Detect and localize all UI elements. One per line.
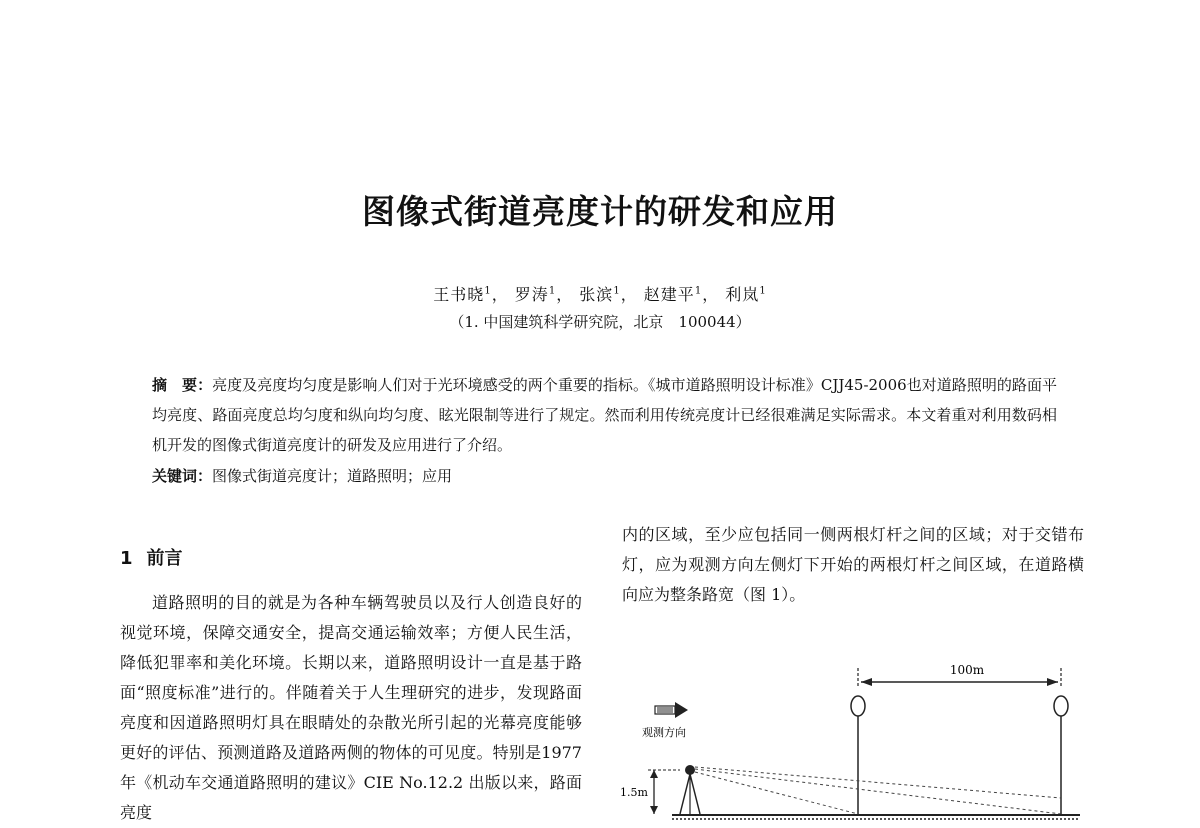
author-name: 张滨 xyxy=(579,285,614,304)
author-affil-mark: 1 xyxy=(759,285,767,297)
abstract-text: 亮度及亮度均匀度是影响人们对于光环境感受的两个重要的指标。《城市道路照明设计标准》CJJ45-2006也对道路照明的路面平均亮度、路面亮度总均匀度和纵向均匀度、眩光限制等进行了规定。然而利用传统亮度计已经很难满足实际需求。本文着重对利用数码相机开发的图像式街道亮度计的研发及应用进行了介绍。 xyxy=(152,376,1057,454)
author-name: 赵建平 xyxy=(643,285,695,304)
abstract xyxy=(152,370,1057,460)
section-heading xyxy=(120,544,183,570)
paper-title: 图像式街道亮度计的研发和应用 xyxy=(362,192,838,231)
section-title: 前言 xyxy=(146,548,183,569)
keywords-label: 关键词： xyxy=(152,467,213,485)
affiliation: （1. 中国建筑科学研究院，北京 100044） xyxy=(449,313,751,331)
distance-label: 100m xyxy=(949,663,985,677)
section-number: 1 xyxy=(120,548,133,569)
figure-1 xyxy=(610,650,1090,827)
author-name: 王书晓 xyxy=(433,285,485,304)
road-surface xyxy=(672,815,1080,819)
lamp-pole-far xyxy=(1054,696,1068,814)
direction-label: 观测方向 xyxy=(642,726,686,739)
author-separator: ， xyxy=(620,285,638,304)
right-column xyxy=(622,520,1084,610)
author-affil-mark: 1 xyxy=(613,285,621,297)
keywords-text: 图像式街道亮度计；道路照明；应用 xyxy=(212,467,453,485)
distance-dimension xyxy=(858,663,1061,688)
figure-diagram xyxy=(610,650,1090,827)
author-affil-mark: 1 xyxy=(694,285,703,297)
author-name: 罗涛 xyxy=(514,285,549,304)
body-paragraph: 内的区域，至少应包括同一侧两根灯杆之间的区域；对于交错布灯，应为观测方向左侧灯下开始的两根灯杆之间区域，在道路横向应为整条路宽（图 1）。 xyxy=(622,525,1084,604)
lamp-pole-near xyxy=(851,696,865,814)
left-column xyxy=(120,588,582,828)
keywords xyxy=(152,465,1057,486)
height-label: 1.5m xyxy=(620,786,648,799)
author-separator: ， xyxy=(556,285,574,304)
body-paragraph: 道路照明的目的就是为各种车辆驾驶员以及行人创造良好的视觉环境，保障交通安全，提高交通运输效率；方便人民生活，降低犯罪率和美化环境。长期以来，道路照明设计一直是基于路面“照度标准”进行的。伴随着关于人生理研究的进步，发现路面亮度和因道路照明灯具在眼睛处的杂散光所引起的光幕亮度能够更好的评估、预测道路及道路两侧的物体的可见度。特别是1977年《机动车交通道路照明的建议》CIE No.12.2 出版以来，路面亮度 xyxy=(120,593,582,822)
direction-arrow-icon xyxy=(655,702,688,718)
author-separator: ， xyxy=(491,285,509,304)
author-affil-mark: 1 xyxy=(484,285,492,297)
sight-lines xyxy=(695,767,1061,814)
author-list xyxy=(0,282,1200,305)
abstract-label: 摘 要： xyxy=(152,376,213,394)
height-dimension xyxy=(620,770,680,814)
author-separator: ， xyxy=(702,285,720,304)
author-name: 利岚 xyxy=(725,285,760,304)
author-affil-mark: 1 xyxy=(548,285,557,297)
